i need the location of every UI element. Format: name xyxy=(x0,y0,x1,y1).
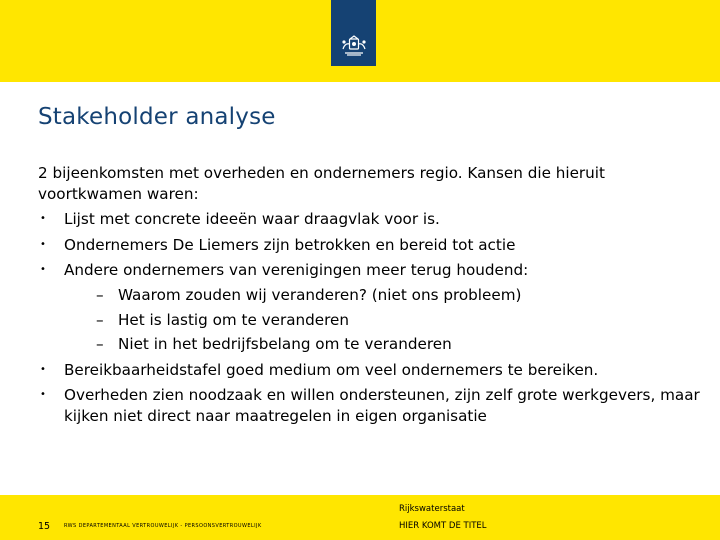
sub-bullet-text: Het is lastig om te veranderen xyxy=(118,310,350,329)
list-item xyxy=(38,209,708,230)
bullet-icon: • xyxy=(40,389,46,401)
header-band xyxy=(0,0,720,82)
slide-title: Stakeholder analyse xyxy=(38,104,276,130)
bullet-icon: • xyxy=(40,238,46,250)
intro-paragraph: 2 bijeenkomsten met overheden en ondernemers regio. Kansen die hieruit voortkwamen waren: xyxy=(38,164,605,203)
slide-body xyxy=(38,163,708,427)
sub-list-item xyxy=(38,334,708,355)
sub-list-item xyxy=(38,285,708,306)
rijksoverheid-coat-of-arms-icon xyxy=(340,34,368,58)
sub-bullet-text: Waarom zouden wij veranderen? (niet ons probleem) xyxy=(118,285,522,304)
dash-icon: – xyxy=(96,310,104,329)
dash-icon: – xyxy=(96,335,104,354)
bullet-text: Bereikbaarheidstafel goed medium om veel ondernemers te bereiken. xyxy=(64,360,599,379)
logo-ribbon xyxy=(331,0,376,66)
list-item xyxy=(38,260,708,281)
sub-bullet-text: Niet in het bedrijfsbelang om te veranderen xyxy=(118,335,452,354)
bullet-icon: • xyxy=(40,363,46,375)
bullet-text: Lijst met concrete ideeën waar draagvlak voor is. xyxy=(64,210,440,229)
sub-list-item xyxy=(38,310,708,331)
bullet-icon: • xyxy=(40,264,46,276)
list-item xyxy=(38,385,708,426)
list-item xyxy=(38,360,708,381)
confidentiality-label: RWS DEPARTEMENTAAL VERTROUWELIJK - PERSOONSVERTROUWELIJK xyxy=(64,523,262,529)
bullet-icon: • xyxy=(40,213,46,225)
dash-icon: – xyxy=(96,285,104,304)
bullet-text: Andere ondernemers van verenigingen meer terug houdend: xyxy=(64,261,529,280)
list-item xyxy=(38,235,708,256)
page-number: 15 xyxy=(38,521,51,532)
organisation-name: Rijkswaterstaat xyxy=(399,504,465,514)
bullet-text: Ondernemers De Liemers zijn betrokken en bereid tot actie xyxy=(64,235,516,254)
footer-band xyxy=(0,495,720,540)
bullet-text: Overheden zien noodzaak en willen ondersteunen, zijn zelf grote werkgevers, maar kijken niet direct naar maatregelen in eigen organisatie xyxy=(64,386,700,425)
footer-title: HIER KOMT DE TITEL xyxy=(399,521,487,531)
